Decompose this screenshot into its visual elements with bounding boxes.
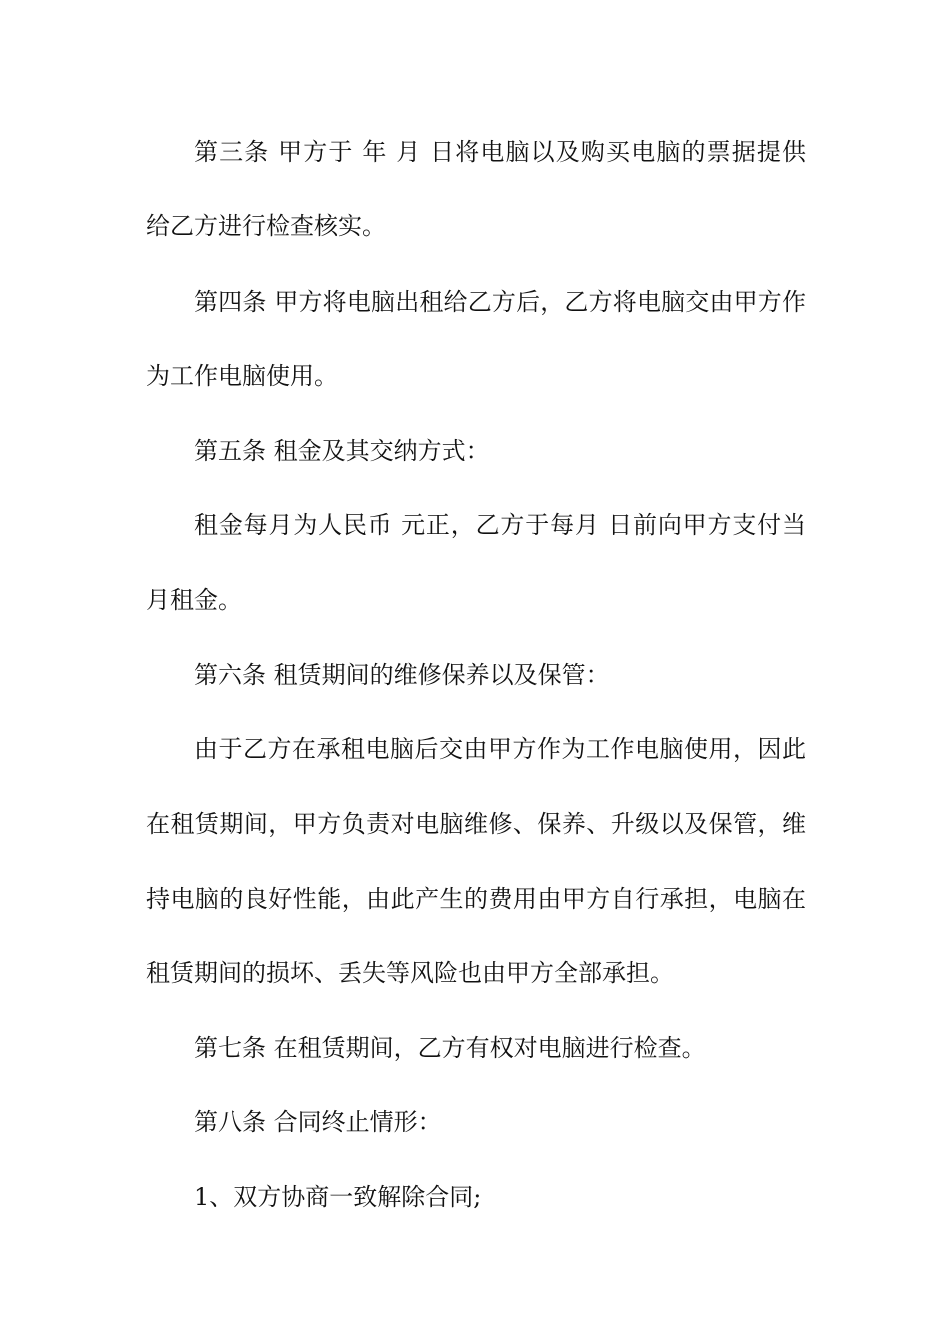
article-6-body-line-2: 在租赁期间，甲方负责对电脑维修、保养、升级以及保管，维 [146,810,806,838]
article-5-rent-line-2: 月租金。 [146,586,242,614]
article-4-line-1: 第四条 甲方将电脑出租给乙方后，乙方将电脑交由甲方作 [194,288,806,316]
article-8-item-1: 1、双方协商一致解除合同; [194,1183,482,1211]
article-8-heading: 第八条 合同终止情形： [194,1108,442,1136]
article-3-line-1: 第三条 甲方于 年 月 日将电脑以及购买电脑的票据提供 [194,138,806,166]
article-5-rent-line-1: 租金每月为人民币 元正，乙方于每月 日前向甲方支付当 [194,511,806,539]
article-6-body-line-4: 租赁期间的损坏、丢失等风险也由甲方全部承担。 [146,959,674,987]
article-5-heading: 第五条 租金及其交纳方式： [194,437,490,465]
article-6-heading: 第六条 租赁期间的维修保养以及保管： [194,661,610,689]
article-6-body-line-3: 持电脑的良好性能，由此产生的费用由甲方自行承担，电脑在 [146,885,806,913]
article-7-line: 第七条 在租赁期间，乙方有权对电脑进行检查。 [194,1034,706,1062]
article-4-line-2: 为工作电脑使用。 [146,362,338,390]
article-6-body-line-1: 由于乙方在承租电脑后交由甲方作为工作电脑使用，因此 [194,735,806,763]
article-3-line-2: 给乙方进行检查核实。 [146,212,386,240]
